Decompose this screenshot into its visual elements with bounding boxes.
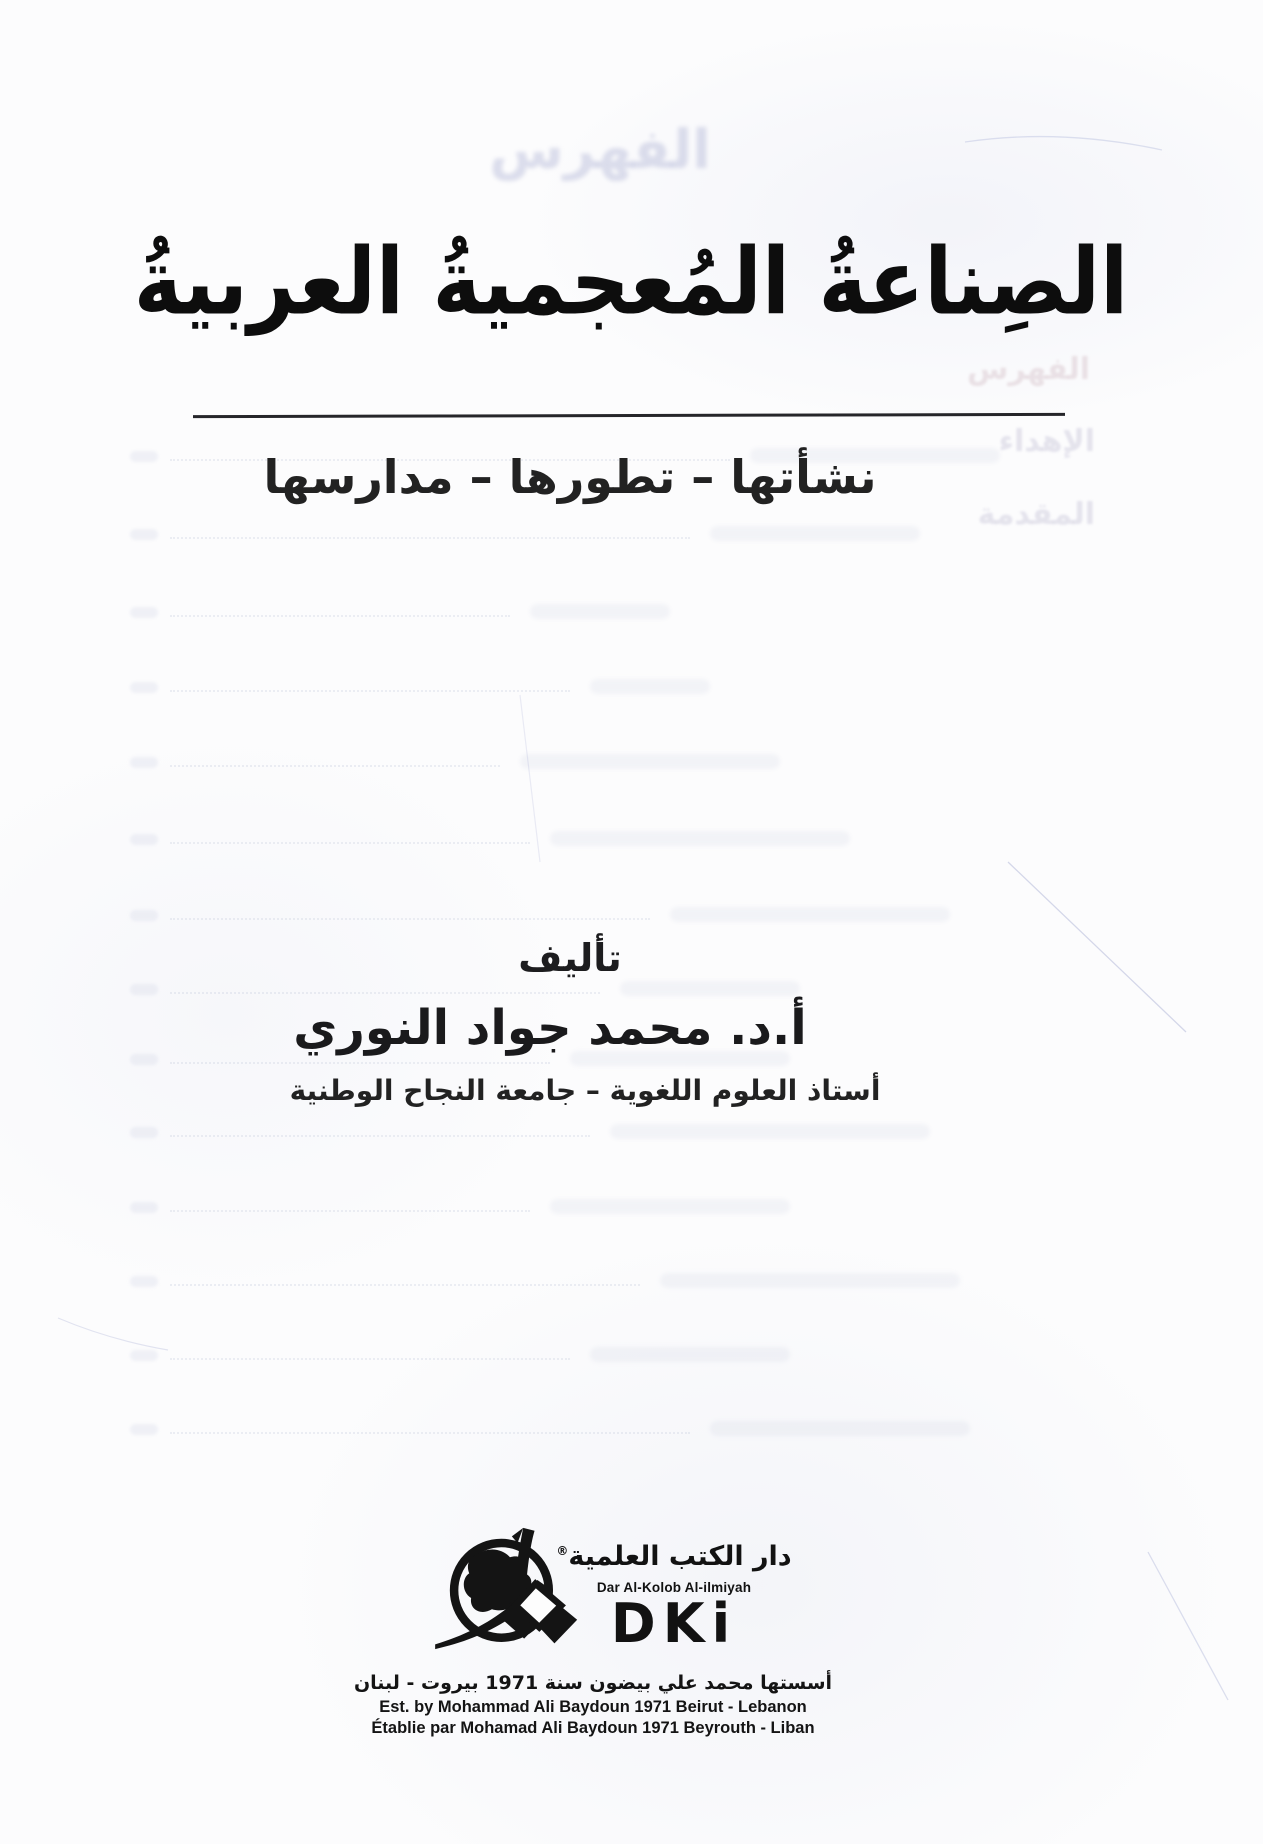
book-title: الصِناعةُ المُعجميةُ العربيةُ: [133, 228, 1129, 336]
book-subtitle: نشأتها – تطورها – مدارسها: [263, 450, 877, 504]
established-line-french: Établie par Mohamad Ali Baydoun 1971 Beyrouth - Liban: [371, 1719, 815, 1738]
ghost-toc-entry: المقدمة: [977, 497, 1095, 532]
ghost-toc-entry: الإهداء: [998, 424, 1095, 459]
publisher-name-transliteration: Dar Al-Kolob Al-ilmiyah: [596, 1579, 752, 1595]
author-affiliation: أستاذ العلوم اللغوية – جامعة النجاح الوطنية: [289, 1074, 881, 1107]
publisher-imprint: [0, 1526, 1186, 1739]
publisher-logotype: DKi: [610, 1591, 738, 1655]
established-line-english: Est. by Mohammad Ali Baydoun 1971 Beirut - Lebanon: [379, 1698, 807, 1716]
ghost-toc-entry: الفهرس: [966, 352, 1090, 387]
byline-label: تأليف: [518, 936, 622, 980]
ghost-contents-heading: الفهرس: [489, 118, 711, 181]
registered-trademark-symbol: ®: [556, 1544, 569, 1558]
title-divider-rule: [193, 413, 1065, 418]
publisher-name-arabic: دار الكتب العلمية®: [556, 1541, 792, 1572]
author-name: أ.د. محمد جواد النوري: [293, 1000, 807, 1056]
established-line-arabic: أسستها محمد علي بيضون سنة 1971 بيروت - لبنان: [353, 1672, 833, 1694]
